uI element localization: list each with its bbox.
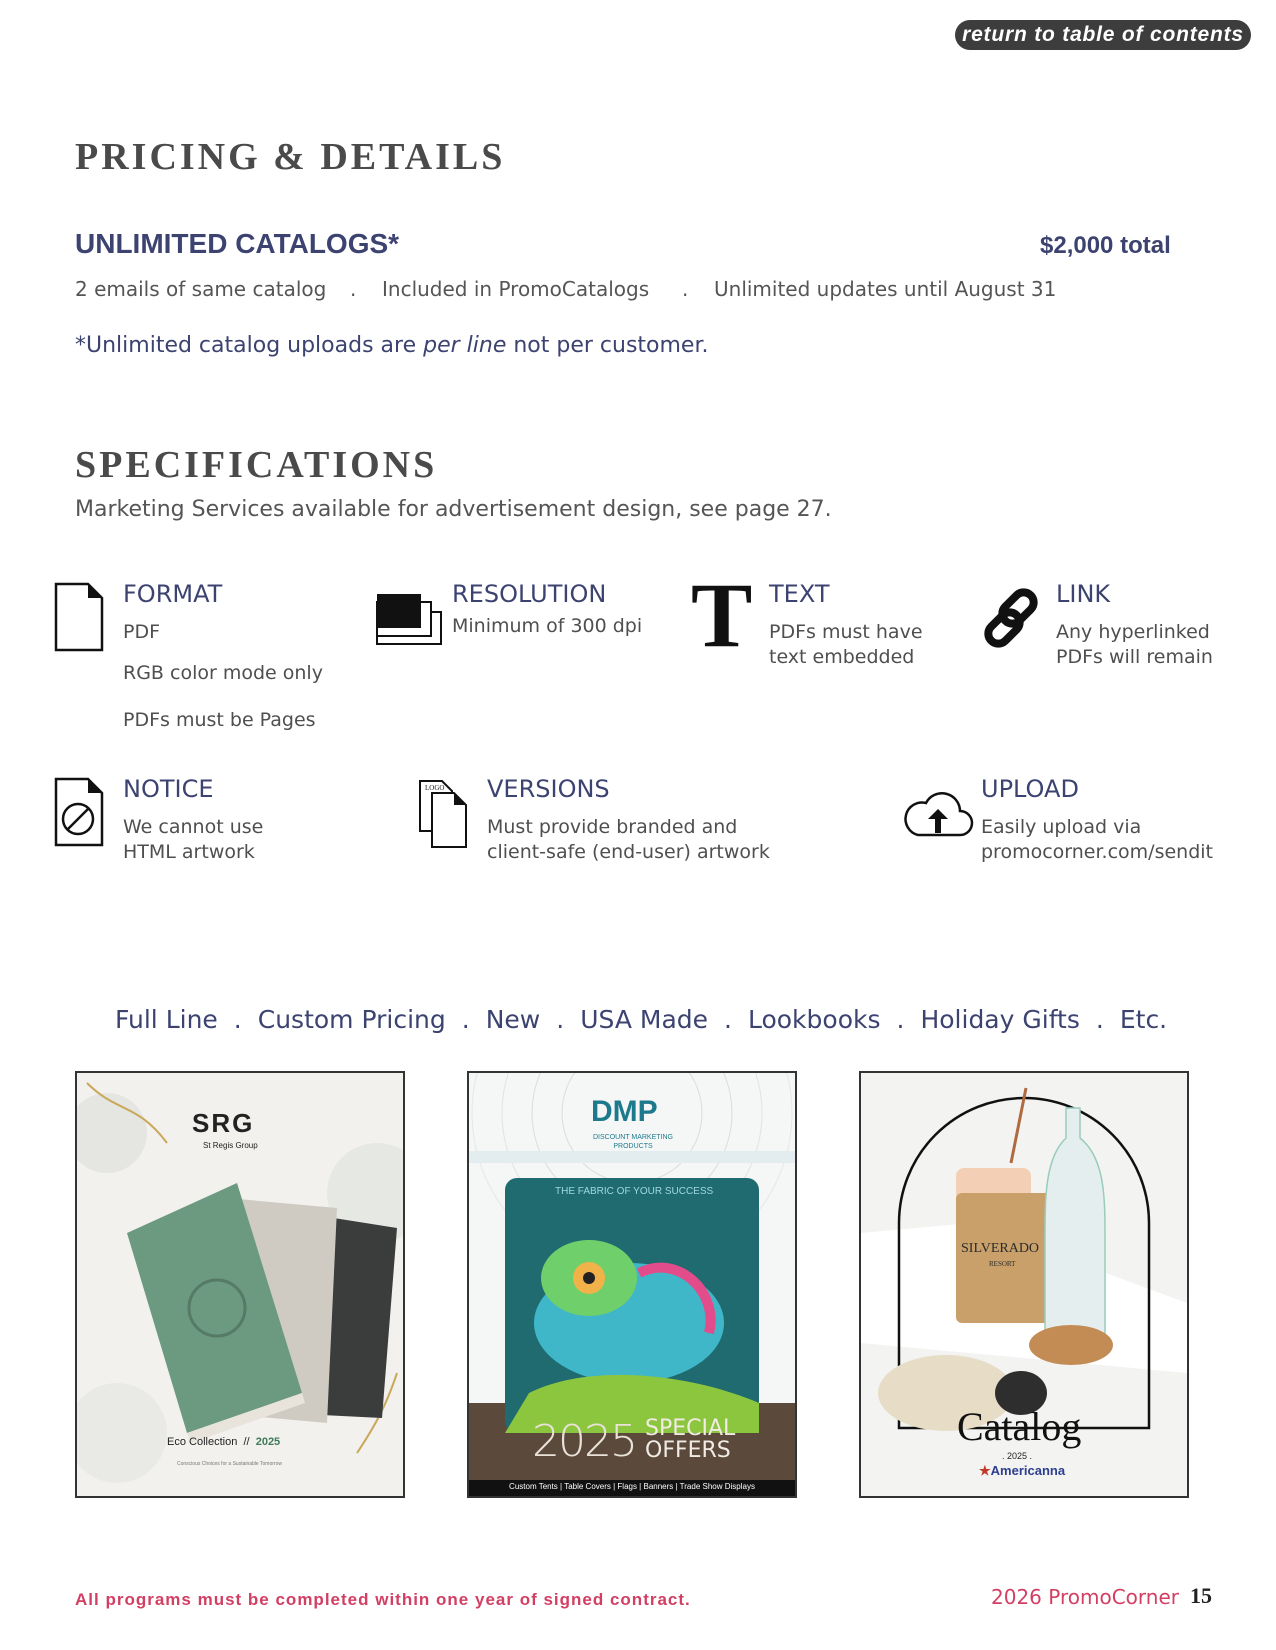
note-italic: per line xyxy=(423,333,507,358)
stacked-pages-icon xyxy=(375,592,443,646)
srg-logo: SRG xyxy=(192,1108,255,1138)
note-text: *Unlimited catalog uploads are xyxy=(75,333,424,358)
catalog-type: Full Line xyxy=(115,1005,218,1034)
cloud-upload-icon xyxy=(902,787,974,839)
srg-logo-sub: St Regis Group xyxy=(203,1141,258,1150)
specifications-intro: Marketing Services available for advertisement design, see page 27. xyxy=(75,497,832,522)
unlimited-catalogs-title: UNLIMITED CATALOGS* xyxy=(75,228,400,259)
americanna-logo: ★Americanna xyxy=(979,1463,1066,1478)
srg-tagline: Conscious Choices for a Sustainable Tomorrow xyxy=(177,1461,282,1467)
page-number: 15 xyxy=(1190,1583,1212,1608)
srg-catalog-cover[interactable] xyxy=(75,1071,405,1498)
return-to-toc-link[interactable]: return to table of contents xyxy=(955,20,1251,50)
notice-line: HTML artwork xyxy=(123,841,255,863)
srg-caption: Eco Collection // 2025 xyxy=(167,1436,281,1448)
format-line: PDFs must be Pages xyxy=(123,709,316,731)
per-line-note xyxy=(75,333,708,358)
no-document-icon xyxy=(54,777,104,847)
footer-brand: 2026 PromoCorner xyxy=(991,1585,1179,1609)
upload-line: Easily upload via xyxy=(981,816,1142,838)
catalog-year: . 2025 . xyxy=(1002,1451,1033,1461)
link-title: LINK xyxy=(1056,580,1111,608)
text-title: TEXT xyxy=(769,580,830,608)
detail-updates: Unlimited updates until August 31 xyxy=(714,277,1057,301)
catalog-type: Lookbooks xyxy=(747,1005,881,1034)
format-line: RGB color mode only xyxy=(123,662,323,684)
link-line: Any hyperlinked xyxy=(1056,621,1210,643)
text-t-icon: T xyxy=(691,564,753,666)
catalog-title: Catalog xyxy=(957,1404,1082,1449)
notice-title: NOTICE xyxy=(123,775,214,803)
pricing-heading: PRICING & DETAILS xyxy=(75,136,506,178)
catalog-types-list: Full Line . Custom Pricing . New . USA Made . Lookbooks . Holiday Gifts . Etc. xyxy=(115,1005,1168,1034)
document-icon xyxy=(54,582,104,652)
versions-line: Must provide branded and xyxy=(487,816,738,838)
catalog-type: USA Made xyxy=(580,1005,709,1034)
dmp-catalog-cover[interactable] xyxy=(467,1071,797,1498)
format-title: FORMAT xyxy=(123,580,223,608)
specifications-heading: SPECIFICATIONS xyxy=(75,444,438,486)
dmp-logo: DMP xyxy=(591,1095,658,1128)
silverado-label: SILVERADO xyxy=(961,1241,1040,1256)
chain-link-icon xyxy=(978,584,1046,652)
logo-label: LOGO xyxy=(425,784,445,792)
catalog-type: Holiday Gifts xyxy=(920,1005,1080,1034)
price-total: $2,000 total xyxy=(1040,232,1171,259)
footer-note: All programs must be completed within one year of signed contract. xyxy=(75,1590,691,1609)
resolution-title: RESOLUTION xyxy=(452,580,607,608)
note-text: not per customer. xyxy=(506,333,709,358)
versions-line: client-safe (end-user) artwork xyxy=(487,841,770,863)
detail-included: Included in PromoCatalogs xyxy=(382,277,650,301)
detail-emails: 2 emails of same catalog xyxy=(75,277,327,301)
upload-line: promocorner.com/sendit xyxy=(981,841,1213,863)
silverado-sub: RESORT xyxy=(989,1260,1016,1268)
dmp-year: 2025 xyxy=(532,1416,636,1467)
dmp-offer: SPECIAL OFFERS xyxy=(645,1416,736,1463)
catalog-type: New xyxy=(485,1005,541,1034)
catalog-type: Custom Pricing xyxy=(257,1005,446,1034)
dmp-product-strip: Custom Tents | Table Covers | Flags | Banners | Trade Show Displays xyxy=(509,1482,755,1491)
star-icon: ★ xyxy=(979,1463,991,1478)
americanna-catalog-cover[interactable] xyxy=(859,1071,1189,1498)
detail-separator: . xyxy=(350,277,357,301)
text-line: text embedded xyxy=(769,646,915,668)
format-line: PDF xyxy=(123,621,161,643)
resolution-line: Minimum of 300 dpi xyxy=(452,615,643,637)
dmp-logo-sub: DISCOUNT MARKETING PRODUCTS xyxy=(593,1134,673,1150)
dmp-headline: THE FABRIC OF YOUR SUCCESS xyxy=(555,1186,714,1197)
upload-title: UPLOAD xyxy=(981,775,1079,803)
notice-line: We cannot use xyxy=(123,816,264,838)
link-line: PDFs will remain xyxy=(1056,646,1213,668)
detail-separator: . xyxy=(682,277,689,301)
catalog-type: Etc. xyxy=(1119,1005,1168,1034)
versions-title: VERSIONS xyxy=(487,775,610,803)
text-line: PDFs must have xyxy=(769,621,923,643)
